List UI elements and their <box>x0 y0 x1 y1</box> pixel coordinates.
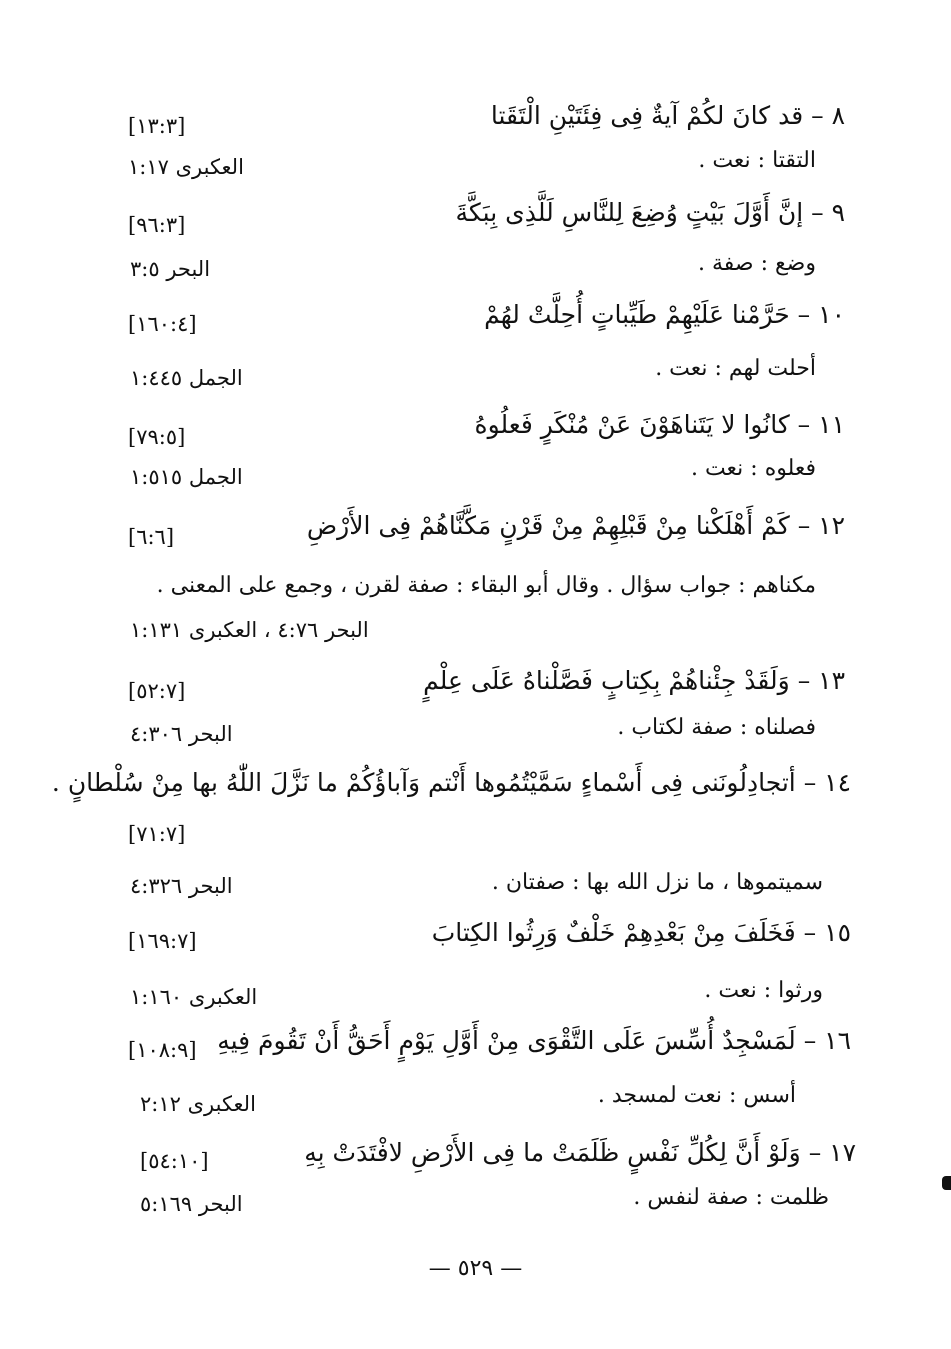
verse-reference: [٥٤:١٠] <box>140 1149 209 1173</box>
gloss-line: ظلمت : صفة لنفس . <box>633 1185 829 1210</box>
verse-reference: [١٠٨:٩] <box>128 1038 197 1062</box>
gloss-line: سميتموها ، ما نزل الله بها : صفتان . <box>491 870 823 895</box>
verse-reference: [١٦٠:٤] <box>128 312 197 336</box>
page-number: — ٥٢٩ — <box>428 1256 523 1281</box>
gloss-line: التقتا : نعت . <box>698 148 816 173</box>
source-citation: البحر ٤:٧٦ ، العكبرى ١:١٣١ <box>130 618 369 642</box>
verse-line: ١٣ – وَلَقَدْ جِئْناهُمْ بِكِتابٍ فَصَّلْناهُ عَلَى عِلْمٍ <box>423 666 845 695</box>
verse-reference: [٩٦:٣] <box>128 213 186 237</box>
source-citation: الجمل ١:٥١٥ <box>130 465 243 489</box>
scan-edge-mark <box>942 1176 951 1190</box>
gloss-line: أحلت لهم : نعت . <box>655 356 816 381</box>
gloss-line: أسس : نعت لمسجد . <box>597 1083 796 1108</box>
source-citation: الجمل ١:٤٤٥ <box>130 366 243 390</box>
gloss-line: فصلناه : صفة لكتاب . <box>617 715 816 740</box>
gloss-line: وضع : صفة . <box>697 251 816 276</box>
verse-line: ١٢ – كَمْ أَهْلَكْنا مِنْ قَبْلِهِمْ مِنْ قَرْنٍ مَكَّنَّاهُمْ فِى الأَرْضِ <box>306 511 845 540</box>
verse-line: ١٤ – أتجادِلُونَنى فِى أَسْماءٍ سَمَّيْتُمُوها أَنْتم وَآباؤُكُمْ ما نَزَّلَ اللّٰهُ بها مِنْ سُلْطانٍ . <box>51 768 851 797</box>
verse-line: ١٠ – حَرَّمْنا عَلَيْهِمْ طَيِّباتٍ أُحِلَّتْ لهُمْ <box>484 300 845 329</box>
verse-reference: [٧٩:٥] <box>128 425 186 449</box>
source-citation: البحر ٤:٣٠٦ <box>130 722 233 746</box>
gloss-line: ورثوا : نعت . <box>704 978 823 1003</box>
gloss-line: مكناهم : جواب سؤال . وقال أبو البقاء : صفة لقرن ، وجمع على المعنى . <box>156 573 816 598</box>
verse-reference: [٧١:٧] <box>128 822 186 846</box>
gloss-line: فعلوه : نعت . <box>690 456 816 481</box>
source-citation: البحر ٥:١٦٩ <box>140 1192 243 1216</box>
verse-line: ٨ – قد كانَ لكُمْ آيةٌ فِى فِئَتَيْنِ الْتَقَتا <box>490 101 845 130</box>
source-citation: العكبرى ١:١٦٠ <box>130 985 258 1009</box>
source-citation: العكبرى ١:١٧ <box>128 155 244 179</box>
verse-reference: [٦:٦] <box>128 525 175 549</box>
verse-line: ٩ – إنَّ أَوَّلَ بَيْتٍ وُضِعَ لِلنَّاسِ لَلَّذِى بِبَكَّةَ <box>455 198 845 227</box>
verse-line: ١٧ – وَلَوْ أَنَّ لِكُلِّ نَفْسٍ ظَلَمَتْ ما فِى الأَرْضِ لافْتَدَتْ بِهِ <box>304 1138 856 1167</box>
source-citation: البحر ٣:٥ <box>130 257 211 281</box>
verse-line: ١١ – كانُوا لا يَتَناهَوْنَ عَنْ مُنْكَرٍ فَعلُوهُ <box>474 410 845 439</box>
verse-line: ١٦ – لَمَسْجِدٌ أُسِّسَ عَلَى التَّقْوَى مِنْ أَوَّلِ يَوْمٍ أَحَقُّ أَنْ تَقُومَ فِيهِ <box>217 1026 851 1055</box>
verse-line: ١٥ – فَخَلَفَ مِنْ بَعْدِهِمْ خَلْفٌ وَرِثُوا الكِتابَ <box>431 918 851 947</box>
verse-reference: [١٣:٣] <box>128 114 186 138</box>
source-citation: البحر ٤:٣٢٦ <box>130 874 233 898</box>
source-citation: العكبرى ٢:١٢ <box>140 1092 256 1116</box>
verse-reference: [١٦٩:٧] <box>128 929 197 953</box>
verse-reference: [٥٢:٧] <box>128 679 186 703</box>
